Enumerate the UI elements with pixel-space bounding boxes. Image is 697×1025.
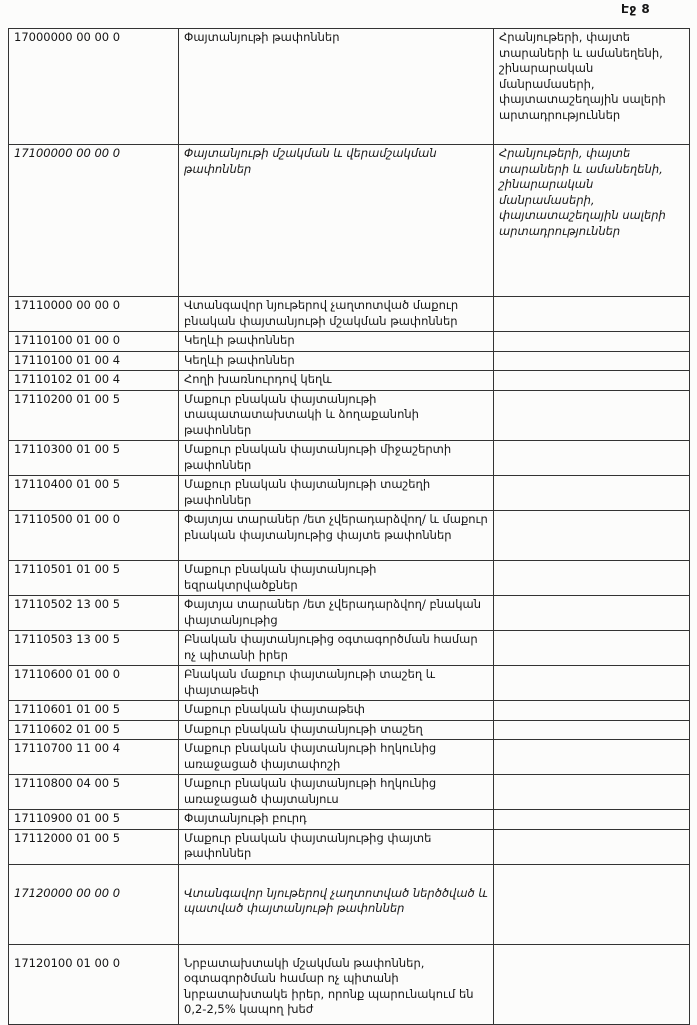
note-cell — [494, 631, 690, 666]
table-row — [9, 775, 690, 810]
table-row — [9, 740, 690, 775]
note-cell — [494, 740, 690, 775]
note-cell — [494, 944, 690, 1024]
description-cell: Փայտյա տարաներ /ետ չվերադարձվող/ և մաքուր բնական փայտանյութից փայտե թափոններ — [179, 511, 494, 561]
table-row — [9, 476, 690, 511]
note-cell: Հրանյութերի, փայտե տարաների և ամանեղենի, շինարարական մանրամասերի, փայտատաշեղային սալերի արտադրություններ — [494, 29, 690, 145]
note-cell — [494, 390, 690, 441]
code-cell: 17110500 01 00 0 — [9, 511, 179, 561]
code-cell: 17000000 00 00 0 — [9, 29, 179, 145]
table-row — [9, 351, 690, 371]
note-cell — [494, 351, 690, 371]
page-number: Էջ 8 — [621, 2, 651, 16]
code-cell: 17110800 04 00 5 — [9, 775, 179, 810]
code-cell: 17110502 13 00 5 — [9, 596, 179, 631]
note-cell — [494, 666, 690, 701]
description-cell: Մաքուր բնական փայտանյութի հղկունից առաջացած փայտափոշի — [179, 740, 494, 775]
code-cell: 17110100 01 00 4 — [9, 351, 179, 371]
code-cell: 17120000 00 00 0 — [9, 864, 179, 944]
description-cell: Փայտանյութի մշակման և վերամշակման թափոններ — [179, 145, 494, 297]
table-row — [9, 511, 690, 561]
note-cell — [494, 511, 690, 561]
note-cell — [494, 476, 690, 511]
code-cell: 17110000 00 00 0 — [9, 297, 179, 332]
note-cell — [494, 720, 690, 740]
description-cell: Փայտանյութի բուրդ — [179, 810, 494, 830]
code-cell: 17100000 00 00 0 — [9, 145, 179, 297]
description-cell: Փայտյա տարաներ /ետ չվերադարձվող/ բնական փայտանյութից — [179, 596, 494, 631]
table-row — [9, 666, 690, 701]
code-cell: 17110501 01 00 5 — [9, 561, 179, 596]
note-cell — [494, 775, 690, 810]
table-row — [9, 561, 690, 596]
note-cell — [494, 596, 690, 631]
table-row — [9, 720, 690, 740]
code-cell: 17110700 11 00 4 — [9, 740, 179, 775]
description-cell: Մաքուր բնական փայտաթեփ — [179, 701, 494, 721]
description-cell: Մաքուր բնական փայտանյութի տապատատախտակի և ձողաքանոնի թափոններ — [179, 390, 494, 441]
description-cell: Վտանգավոր նյութերով չաղտոտված մաքուր բնական փայտանյութի մշակման թափոններ — [179, 297, 494, 332]
description-cell: Հողի խառնուրդով կեղև — [179, 371, 494, 391]
table-row — [9, 864, 690, 944]
note-cell — [494, 701, 690, 721]
code-cell: 17110600 01 00 0 — [9, 666, 179, 701]
code-cell: 17110100 01 00 0 — [9, 332, 179, 352]
note-cell — [494, 441, 690, 476]
code-cell: 17112000 01 00 5 — [9, 829, 179, 864]
waste-classification-table — [8, 28, 690, 1025]
code-cell: 17110200 01 00 5 — [9, 390, 179, 441]
code-cell: 17110503 13 00 5 — [9, 631, 179, 666]
code-cell: 17110300 01 00 5 — [9, 441, 179, 476]
description-cell: Նրբատախտակի մշակման թափոններ, օգտագործման համար ոչ պիտանի նրբատախտակե իրեր, որոնք պարունակում են 0,2-2,5% կապող խեժ — [179, 944, 494, 1024]
table-row — [9, 631, 690, 666]
table-row — [9, 145, 690, 297]
description-cell: Մաքուր բնական փայտանյութի եզրակտրվածքներ — [179, 561, 494, 596]
table-row — [9, 390, 690, 441]
description-cell: Մաքուր բնական փայտանյութի հղկունից առաջացած փայտանյուս — [179, 775, 494, 810]
table-row — [9, 371, 690, 391]
table-row — [9, 829, 690, 864]
code-cell: 17110400 01 00 5 — [9, 476, 179, 511]
table-row — [9, 944, 690, 1024]
table-row — [9, 297, 690, 332]
code-cell: 17110601 01 00 5 — [9, 701, 179, 721]
note-cell — [494, 810, 690, 830]
note-cell — [494, 864, 690, 944]
table-row — [9, 701, 690, 721]
table-row — [9, 596, 690, 631]
note-cell — [494, 332, 690, 352]
code-cell: 17110602 01 00 5 — [9, 720, 179, 740]
description-cell: Փայտանյութի թափոններ — [179, 29, 494, 145]
description-cell: Մաքուր բնական փայտանյութի տաշեղի թափոններ — [179, 476, 494, 511]
description-cell: Կեղևի թափոններ — [179, 332, 494, 352]
code-cell: 17110900 01 00 5 — [9, 810, 179, 830]
description-cell: Վտանգավոր նյութերով չաղտոտված ներծծված և պատված փայտանյութի թափոններ — [179, 864, 494, 944]
note-cell — [494, 371, 690, 391]
description-cell: Բնական փայտանյութից օգտագործման համար ոչ պիտանի իրեր — [179, 631, 494, 666]
description-cell: Մաքուր բնական փայտանյութի միջաշերտի թափոններ — [179, 441, 494, 476]
table-row — [9, 810, 690, 830]
table-row — [9, 441, 690, 476]
code-cell: 17110102 01 00 4 — [9, 371, 179, 391]
code-cell: 17120100 01 00 0 — [9, 944, 179, 1024]
description-cell: Բնական մաքուր փայտանյութի տաշեղ և փայտաթեփ — [179, 666, 494, 701]
table-row — [9, 332, 690, 352]
note-cell — [494, 561, 690, 596]
table-row — [9, 29, 690, 145]
note-cell — [494, 297, 690, 332]
description-cell: Մաքուր բնական փայտանյութի տաշեղ — [179, 720, 494, 740]
note-cell — [494, 829, 690, 864]
description-cell: Մաքուր բնական փայտանյութից փայտե թափոններ — [179, 829, 494, 864]
note-cell: Հրանյութերի, փայտե տարաների և ամանեղենի, շինարարական մանրամասերի, փայտատաշեղային սալերի արտադրություններ — [494, 145, 690, 297]
description-cell: Կեղևի թափոններ — [179, 351, 494, 371]
